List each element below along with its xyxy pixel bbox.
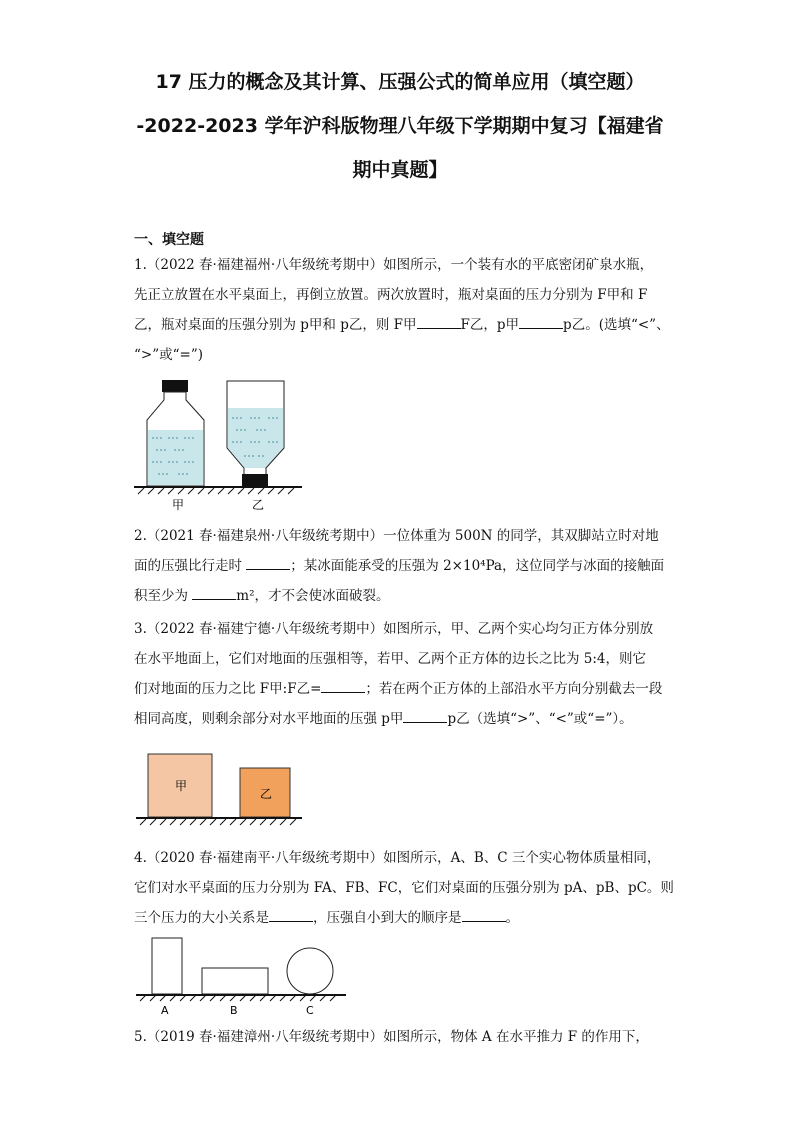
figure-label: C	[306, 1004, 314, 1017]
q1-line-4: “>”或“=”)	[134, 347, 203, 363]
q1-line-2: 先正立放置在水平桌面上，再倒立放置。两次放置时，瓶对桌面的压力分别为 F甲和 F	[134, 287, 648, 303]
q2-line-2: 面的压强比行走时 ；某冰面能承受的压强为 2×10⁴Pa，这位同学与冰面的接触面	[134, 551, 674, 581]
answer-blank[interactable]	[519, 314, 563, 329]
question-2	[134, 521, 674, 611]
bottles-figure	[134, 378, 304, 513]
bottle-inverted	[227, 381, 284, 486]
table-surface	[134, 487, 302, 494]
title-line-2: -2022-2023 学年沪科版物理八年级下学期期中复习【福建省	[136, 115, 664, 137]
q3-line-3: 们对地面的压力之比 F甲:F乙= ；若在两个正方体的上部沿水平方向分别截去一段	[134, 674, 674, 704]
answer-blank[interactable]	[321, 678, 365, 693]
q1-line-1: 1.（2022 春·福建福州·八年级统考期中）如图所示，一个装有水的平底密闭矿泉水瓶，	[134, 257, 654, 273]
figure-label: 乙	[252, 498, 265, 512]
question-4	[134, 843, 674, 933]
title-line-1: 17 压力的概念及其计算、压强公式的简单应用（填空题）	[155, 71, 645, 93]
figure-label: A	[161, 1004, 169, 1017]
cubes-figure	[134, 750, 304, 830]
q4-line-2: 它们对水平桌面的压力分别为 FA、FB、FC，它们对桌面的压强分别为 pA、pB、pC。则	[134, 880, 674, 896]
answer-blank[interactable]	[462, 907, 506, 922]
section-heading: 一、填空题	[134, 232, 204, 248]
q2-line-3: 积至少为 m²，才不会使冰面破裂。	[134, 581, 674, 611]
q4-line-3: 三个压力的大小关系是 ，压强自小到大的顺序是 。	[134, 903, 674, 933]
answer-blank[interactable]	[269, 907, 313, 922]
question-5	[134, 1022, 674, 1052]
q3-line-2: 在水平地面上，它们对地面的压强相等，若甲、乙两个正方体的边长之比为 5:4，则它	[134, 651, 647, 667]
q2-line-1: 2.（2021 春·福建泉州·八年级统考期中）一位体重为 500N 的同学，其双脚站立时对地	[134, 528, 659, 544]
q3-line-4: 相同高度，则剩余部分对水平地面的压强 p甲 p乙（选填“>”、“<”或“=”）。	[134, 704, 674, 734]
figure-label: B	[230, 1004, 238, 1017]
q3-line-1: 3.（2022 春·福建宁德·八年级统考期中）如图所示，甲、乙两个实心均匀正方体分别放	[134, 621, 654, 637]
answer-blank[interactable]	[417, 314, 461, 329]
answer-blank[interactable]	[192, 585, 236, 600]
question-3	[134, 614, 674, 734]
q5-line-1: 5.（2019 春·福建漳州·八年级统考期中）如图所示，物体 A 在水平推力 F 的作用下，	[134, 1029, 649, 1045]
figure-label: 甲	[175, 779, 188, 793]
bottle-upright	[147, 380, 204, 486]
figure-label: 乙	[260, 787, 273, 801]
q1-line-3: 乙，瓶对桌面的压强分别为 p甲和 p乙，则 F甲 F乙，p甲 p乙。(选填“<”、	[134, 310, 674, 340]
q4-line-1: 4.（2020 春·福建南平·八年级统考期中）如图所示，A、B、C 三个实心物体质量相同，	[134, 850, 661, 866]
abc-objects-figure	[134, 934, 354, 1018]
question-1	[134, 250, 674, 370]
answer-blank[interactable]	[403, 708, 447, 723]
title-line-3: 期中真题】	[352, 159, 448, 181]
answer-blank[interactable]	[246, 555, 290, 570]
figure-label: 甲	[172, 498, 185, 512]
